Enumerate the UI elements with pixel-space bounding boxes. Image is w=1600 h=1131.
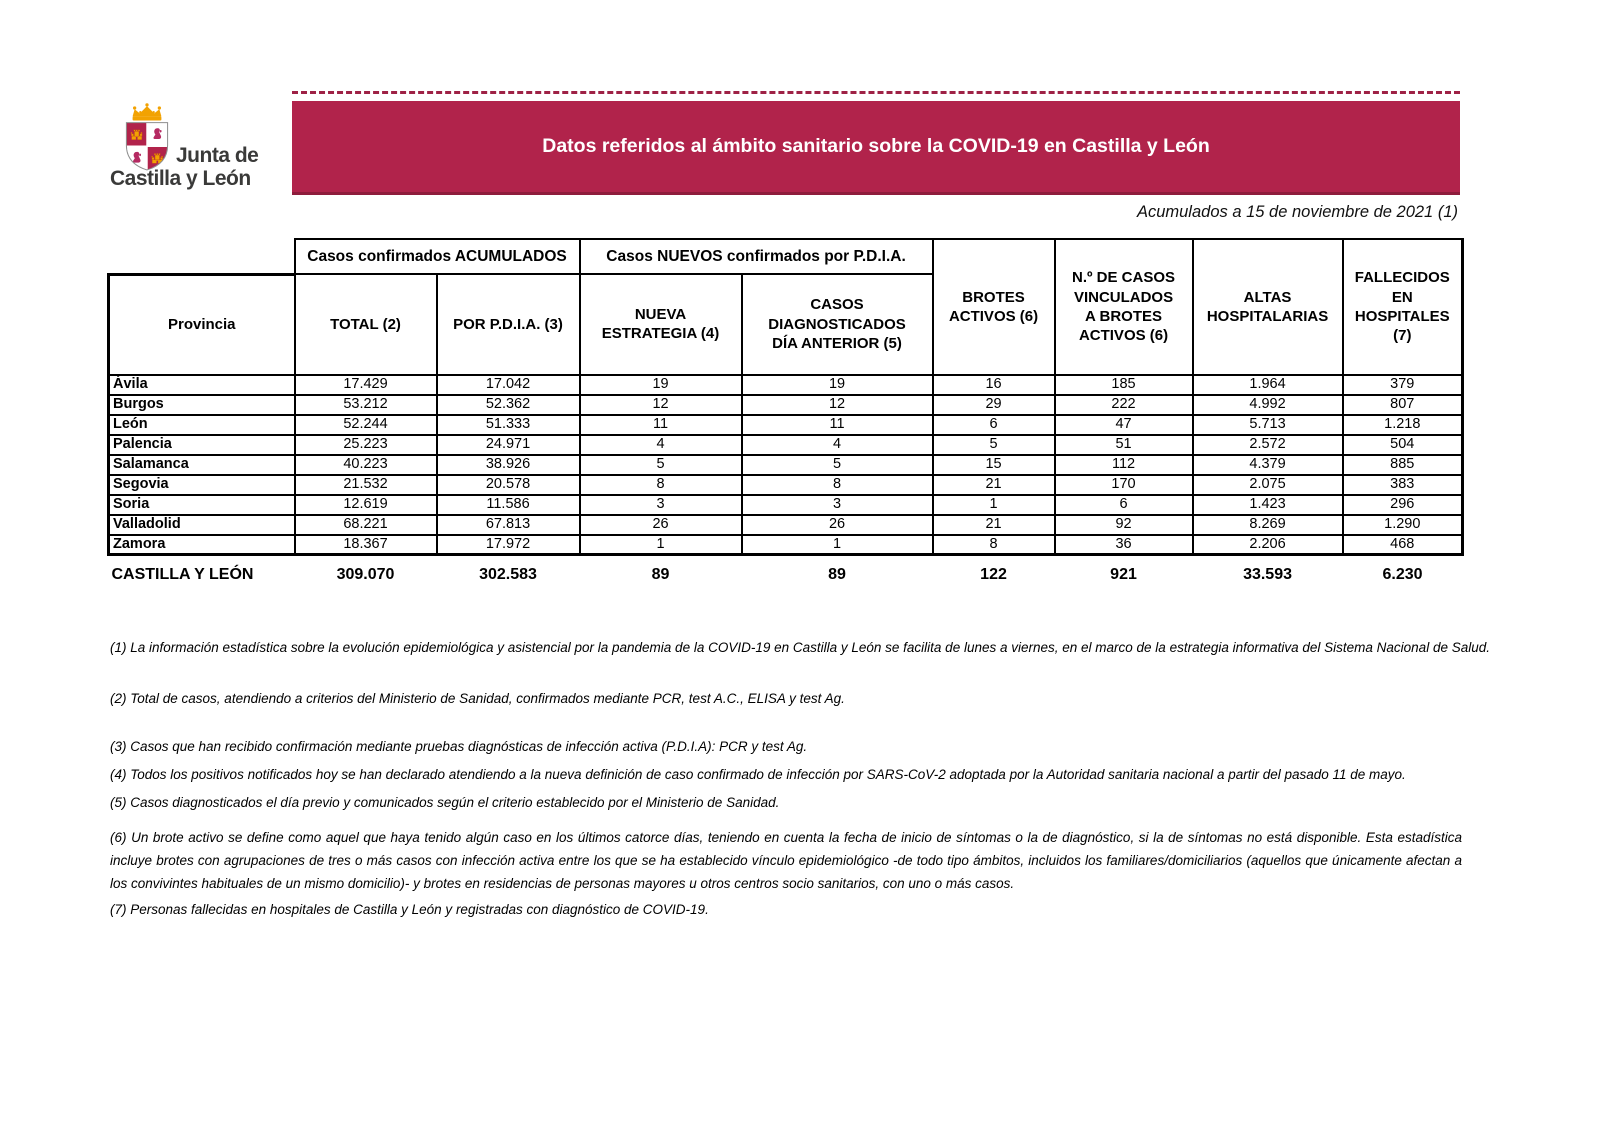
group-header-casos-acumulados: Casos confirmados ACUMULADOS xyxy=(295,239,580,274)
column-header-total: TOTAL (2) xyxy=(295,274,437,375)
cell-value: 36 xyxy=(1055,535,1193,555)
cell-value: 379 xyxy=(1343,375,1463,395)
cell-value: 1 xyxy=(933,495,1055,515)
footnote-2: (2) Total de casos, atendiendo a criterios del Ministerio de Sanidad, confirmados mediante PCR, test A.C., ELISA y test Ag. xyxy=(110,691,845,706)
report-date-subtitle: Acumulados a 15 de noviembre de 2021 (1) xyxy=(1136,203,1458,221)
cell-provincia: Soria xyxy=(109,495,295,515)
cell-value: 885 xyxy=(1343,455,1463,475)
cell-value: 26 xyxy=(580,515,742,535)
footnote-4: (4) Todos los positivos notificados hoy se han declarado atendiendo a la nueva definición de caso confirmado de infección por SARS-CoV-2 adoptada por la Autoridad sanitaria nacional a partir del pasado 11 de mayo. xyxy=(110,767,1406,782)
cell-value: 67.813 xyxy=(437,515,580,535)
cell-value: 112 xyxy=(1055,455,1193,475)
cell-value: 4 xyxy=(742,435,933,455)
cell-value: 296 xyxy=(1343,495,1463,515)
cell-value: 807 xyxy=(1343,395,1463,415)
footnote-5: (5) Casos diagnosticados el día previo y comunicados según el criterio establecido por el Ministerio de Sanidad. xyxy=(110,795,780,810)
cell-value: 5 xyxy=(580,455,742,475)
cell-value: 19 xyxy=(580,375,742,395)
jcyl-coat-of-arms-icon xyxy=(122,102,172,172)
cell-value: 12 xyxy=(580,395,742,415)
logo-org-name-line1: Junta de xyxy=(176,144,259,167)
cell-value: 38.926 xyxy=(437,455,580,475)
cell-value: 51.333 xyxy=(437,415,580,435)
cell-value: 17.042 xyxy=(437,375,580,395)
column-header-nueva-estrategia: NUEVA ESTRATEGIA (4) xyxy=(580,274,742,375)
cell-value: 2.206 xyxy=(1193,535,1343,555)
cell-value: 21 xyxy=(933,515,1055,535)
table-row-palencia xyxy=(109,435,1463,455)
table-row-leon xyxy=(109,415,1463,435)
cell-value: 52.244 xyxy=(295,415,437,435)
table-row-avila xyxy=(109,375,1463,395)
cell-value: 2.572 xyxy=(1193,435,1343,455)
cell-value: 53.212 xyxy=(295,395,437,415)
title-banner xyxy=(292,101,1460,195)
cell-value: 383 xyxy=(1343,475,1463,495)
table-blank-corner xyxy=(109,239,295,274)
table-row-salamanca xyxy=(109,455,1463,475)
cell-value: 25.223 xyxy=(295,435,437,455)
cell-total-value: 309.070 xyxy=(336,565,395,583)
cell-total-value: 33.593 xyxy=(1243,565,1292,583)
cell-value: 12 xyxy=(742,395,933,415)
cell-value: 5.713 xyxy=(1193,415,1343,435)
table-row-soria xyxy=(109,495,1463,515)
cell-provincia: Palencia xyxy=(109,435,295,455)
table-row-valladolid xyxy=(109,515,1463,535)
cell-value: 29 xyxy=(933,395,1055,415)
cell-value: 468 xyxy=(1343,535,1463,555)
cell-value: 6 xyxy=(1055,495,1193,515)
cell-total-value: 89 xyxy=(828,565,846,583)
cell-value: 3 xyxy=(580,495,742,515)
cell-value: 92 xyxy=(1055,515,1193,535)
table-row-total-castilla-y-leon xyxy=(109,555,1463,589)
cell-provincia: Valladolid xyxy=(109,515,295,535)
cell-value: 8.269 xyxy=(1193,515,1343,535)
cell-total-value: 302.583 xyxy=(479,565,537,583)
cell-value: 5 xyxy=(933,435,1055,455)
footnote-1: (1) La información estadística sobre la evolución epidemiológica y asistencial por la pandemia de la COVID-19 en Castilla y León se facilita de lunes a viernes, en el marco de la estrategia informativa del Sistema Nacional de Salud. xyxy=(110,640,1490,655)
cell-value: 1.290 xyxy=(1343,515,1463,535)
cell-value: 18.367 xyxy=(295,535,437,555)
cell-value: 1.964 xyxy=(1193,375,1343,395)
table-row-segovia xyxy=(109,475,1463,495)
cell-value: 4 xyxy=(580,435,742,455)
cell-value: 21 xyxy=(933,475,1055,495)
cell-value: 5 xyxy=(742,455,933,475)
column-header-provincia: Provincia xyxy=(109,274,295,375)
cell-provincia: Salamanca xyxy=(109,455,295,475)
cell-value: 19 xyxy=(742,375,933,395)
cell-value: 170 xyxy=(1055,475,1193,495)
column-header-diagnosticados: CASOS DIAGNOSTICADOS DÍA ANTERIOR (5) xyxy=(742,274,933,375)
cell-provincia: León xyxy=(109,415,295,435)
cell-provincia: Segovia xyxy=(109,475,295,495)
cell-value: 11 xyxy=(580,415,742,435)
cell-value: 17.972 xyxy=(437,535,580,555)
cell-value: 15 xyxy=(933,455,1055,475)
document-title: Datos referidos al ámbito sanitario sobre la COVID-19 en Castilla y León xyxy=(542,135,1210,157)
cell-value: 12.619 xyxy=(295,495,437,515)
column-header-casos-vinculados: N.º DE CASOS VINCULADOS A BROTES ACTIVOS (6) xyxy=(1055,239,1193,375)
banner-top-dashed-line xyxy=(292,91,1460,94)
cell-value: 222 xyxy=(1055,395,1193,415)
footnote-6: (6) Un brote activo se define como aquel que haya tenido algún caso en los últimos catorce días, teniendo en cuenta la fecha de inicio de síntomas o la de diagnóstico, si la de síntomas no está disponible. Esta estadística incluye brotes con agrupaciones de tres o más casos con infección activa entre los que se ha establecido vínculo epidemiológico -de todo tipo ámbitos, incluidos los familiares/domiciliarios (aquellos que únicamente afectan a los convivintes habituales de un mismo domicilio)- y brotes en residencias de personas mayores u otros centros socio sanitarios, con uno o más casos. xyxy=(110,830,1462,891)
cell-total-value: 89 xyxy=(651,565,670,583)
cell-value: 20.578 xyxy=(437,475,580,495)
footnote-3: (3) Casos que han recibido confirmación mediante pruebas diagnósticas de infección activa (P.D.I.A): PCR y test Ag. xyxy=(110,739,808,754)
cell-value: 504 xyxy=(1343,435,1463,455)
cell-value: 52.362 xyxy=(437,395,580,415)
covid-data-table xyxy=(107,238,1464,588)
cell-value: 4.992 xyxy=(1193,395,1343,415)
cell-value: 8 xyxy=(742,475,933,495)
cell-value: 2.075 xyxy=(1193,475,1343,495)
column-header-brotes-activos: BROTES ACTIVOS (6) xyxy=(933,239,1055,375)
cell-value: 4.379 xyxy=(1193,455,1343,475)
cell-value: 185 xyxy=(1055,375,1193,395)
cell-provincia: Burgos xyxy=(109,395,295,415)
cell-value: 51 xyxy=(1055,435,1193,455)
table-group-header-row xyxy=(109,239,1463,274)
column-header-fallecidos: FALLECIDOS EN HOSPITALES (7) xyxy=(1343,239,1463,375)
cell-value: 1.218 xyxy=(1343,415,1463,435)
cell-value: 16 xyxy=(933,375,1055,395)
cell-value: 8 xyxy=(580,475,742,495)
footnote-7: (7) Personas fallecidas en hospitales de Castilla y León y registradas con diagnóstico de COVID-19. xyxy=(110,902,709,917)
cell-value: 11.586 xyxy=(437,495,580,515)
cell-value: 24.971 xyxy=(437,435,580,455)
column-header-por-pdia: POR P.D.I.A. (3) xyxy=(437,274,580,375)
cell-value: 68.221 xyxy=(295,515,437,535)
cell-provincia: Ávila xyxy=(109,375,295,395)
cell-total-label: CASTILLA Y LEÓN xyxy=(111,565,254,583)
cell-total-value: 122 xyxy=(980,565,1007,583)
cell-total-value: 6.230 xyxy=(1382,565,1423,583)
cell-value: 1 xyxy=(742,535,933,555)
cell-value: 1 xyxy=(580,535,742,555)
cell-value: 40.223 xyxy=(295,455,437,475)
table-row-burgos xyxy=(109,395,1463,415)
cell-value: 21.532 xyxy=(295,475,437,495)
cell-value: 26 xyxy=(742,515,933,535)
cell-value: 6 xyxy=(933,415,1055,435)
cell-value: 47 xyxy=(1055,415,1193,435)
cell-provincia: Zamora xyxy=(109,535,295,555)
column-header-altas-hospitalarias: ALTAS HOSPITALARIAS xyxy=(1193,239,1343,375)
table-row-zamora xyxy=(109,535,1463,555)
cell-value: 11 xyxy=(742,415,933,435)
cell-value: 17.429 xyxy=(295,375,437,395)
group-header-casos-nuevos: Casos NUEVOS confirmados por P.D.I.A. xyxy=(580,239,933,274)
cell-value: 8 xyxy=(933,535,1055,555)
cell-value: 3 xyxy=(742,495,933,515)
cell-value: 1.423 xyxy=(1193,495,1343,515)
logo-org-name-line2: Castilla y León xyxy=(110,167,251,190)
cell-total-value: 921 xyxy=(1110,565,1137,583)
